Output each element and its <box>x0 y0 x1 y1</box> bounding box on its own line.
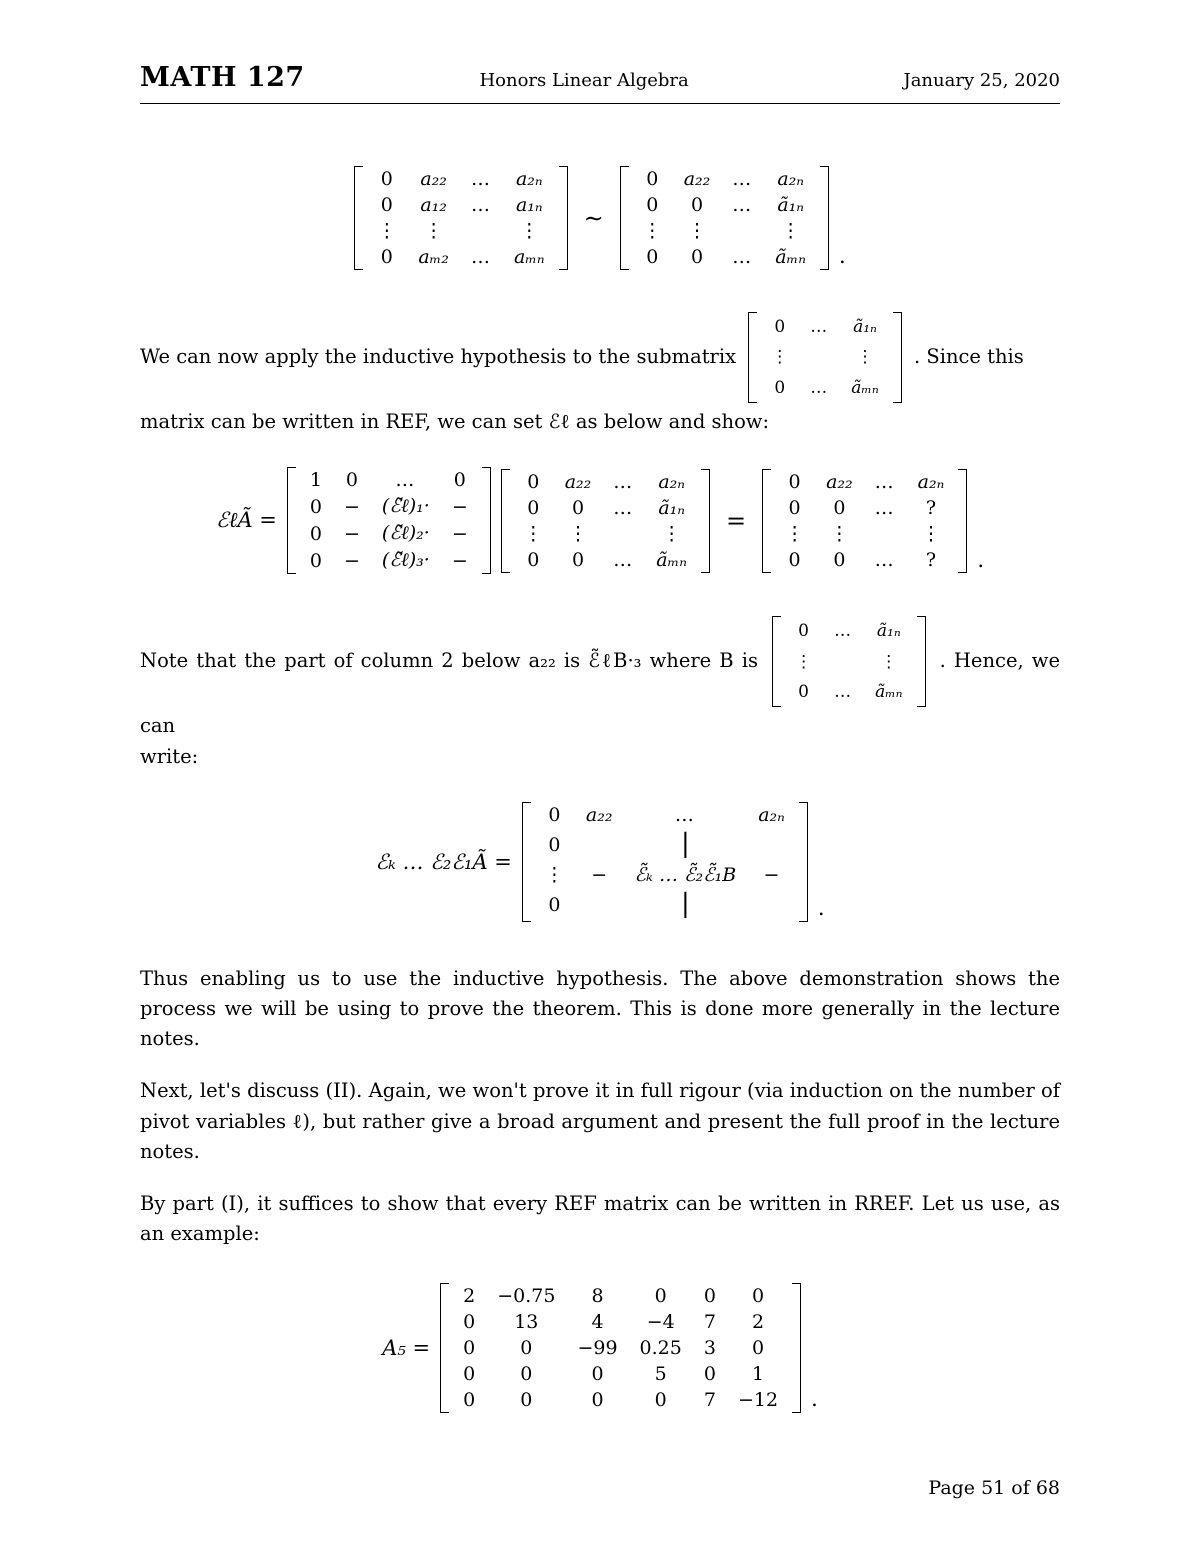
matrix-cell: 0 <box>788 496 801 519</box>
matrix-cell: − <box>451 495 468 518</box>
matrix-bracket <box>620 162 829 274</box>
matrix-cell: a₂ₙ <box>758 803 785 826</box>
matrix-cell <box>575 828 624 862</box>
matrix-cell: 0 <box>520 1337 533 1360</box>
matrix-result-eq2 <box>774 469 955 573</box>
matrix-cell: ⋮ <box>687 220 707 242</box>
page-footer: Page 51 of 68 <box>928 1477 1060 1499</box>
page-header <box>140 62 1060 93</box>
matrix-cell: 0 <box>345 469 358 492</box>
matrix-cell: 0 <box>520 1363 533 1386</box>
matrix-cell: ⋮ <box>781 220 801 242</box>
matrix-cell: … <box>613 548 635 571</box>
matrix-cell: − <box>451 522 468 545</box>
matrix-left-eq1 <box>366 166 555 270</box>
matrix-bracket <box>287 463 491 578</box>
equation-lhs: A₅ = <box>382 1336 431 1361</box>
matrix-cell: −0.75 <box>497 1285 556 1308</box>
matrix-cell: ℰ̃ₖ … ℰ̃₂ℰ̃₁B <box>634 863 737 886</box>
matrix-cell: ã₁ₙ <box>777 194 804 216</box>
matrix-bracket <box>440 1279 801 1417</box>
matrix-cell: 2 <box>463 1285 476 1308</box>
course-title: Honors Linear Algebra <box>479 70 689 91</box>
matrix-cell: 0 <box>453 469 466 492</box>
matrix-cell: 0 <box>309 522 322 545</box>
matrix-A-tilde <box>513 469 698 573</box>
matrix-cell: 0 <box>571 496 585 519</box>
matrix-cell: ãₘₙ <box>656 548 687 571</box>
equation-period: . <box>838 244 846 268</box>
matrix-cell: … <box>874 496 896 519</box>
matrix-cell: 1 <box>309 469 322 492</box>
matrix-cell: 0 <box>646 168 659 190</box>
matrix-cell: … <box>613 470 635 493</box>
equation-row-EA <box>140 463 1060 578</box>
matrix-cell: 7 <box>703 1311 716 1334</box>
matrix-bracket <box>762 465 967 577</box>
matrix-cell: 0 <box>788 548 801 571</box>
paragraph-text: Note that the part of column 2 below a₂₂ is ℰ̃ℓB·₃ where B is <box>140 649 758 673</box>
table-row <box>452 1361 789 1387</box>
matrix-cell: 0 <box>309 549 322 572</box>
paragraph-text-continued: write: <box>140 744 199 768</box>
matrix-cell: 5 <box>654 1363 667 1386</box>
matrix-bracket <box>772 612 925 711</box>
matrix-cell: 0 <box>654 1389 667 1412</box>
matrix-cell: … <box>470 246 492 268</box>
inline-submatrix-a <box>748 308 901 407</box>
paragraph-text-tail: . Since this <box>913 345 1024 369</box>
matrix-cell: a₂ₙ <box>777 168 804 190</box>
matrix-cell: 0 <box>833 548 846 571</box>
matrix-bracket <box>354 162 567 274</box>
matrix-cell: −12 <box>737 1389 779 1412</box>
matrix-cell: ⋮ <box>642 220 662 242</box>
matrix-cell <box>747 828 796 862</box>
matrix-cell <box>721 218 764 244</box>
matrix-cell: 0 <box>654 1285 667 1308</box>
matrix-cell: … <box>834 681 854 702</box>
equation-row-A5 <box>140 1279 1060 1417</box>
matrix-cell: 0 <box>788 470 801 493</box>
matrix-cell <box>575 888 624 922</box>
matrix-cell: … <box>874 548 896 571</box>
matrix-cell: 0 <box>690 194 704 216</box>
matrix-cell: 0 <box>591 1389 604 1412</box>
matrix-cell: 0 <box>463 1363 476 1386</box>
matrix-cell: 0 <box>463 1389 476 1412</box>
matrix-cell: − <box>343 495 360 518</box>
matrix-cell: … <box>613 496 635 519</box>
matrix-bracket <box>748 308 901 407</box>
matrix-cell: … <box>732 194 754 216</box>
matrix-cell: ãₘₙ <box>851 377 879 398</box>
paragraph-text-continued: matrix can be written in REF, we can set ℰℓ as below and show: <box>140 410 770 434</box>
matrix-cell: 0 <box>548 833 561 856</box>
matrix-cell: ⋮ <box>771 347 789 368</box>
matrix-cell: 0 <box>646 194 659 216</box>
course-code: MATH 127 <box>140 62 305 93</box>
matrix-bracket <box>501 465 710 577</box>
matrix-cell: a₂ₙ <box>515 168 543 190</box>
matrix-cell: 0 <box>703 1363 716 1386</box>
matrix-cell: 0 <box>774 377 786 398</box>
matrix-cell: ã₁ₙ <box>853 317 877 337</box>
matrix-cell: a₂₂ <box>683 168 711 190</box>
matrix-cell: ⋮ <box>523 522 543 545</box>
matrix-cell <box>747 888 796 922</box>
matrix-cell: 0 <box>527 496 540 519</box>
matrix-cell: ⋮ <box>921 522 941 545</box>
matrix-cell: ⋮ <box>662 522 682 545</box>
matrix-cell: 0 <box>646 246 659 268</box>
matrix-cell: ⋮ <box>568 522 588 545</box>
matrix-cell: −4 <box>646 1311 675 1334</box>
matrix-cell: ⋮ <box>544 863 564 886</box>
matrix-cell: 13 <box>514 1311 539 1334</box>
equation-lhs: ℰₖ … ℰ₂ℰ₁Ã = <box>375 849 512 874</box>
matrix-cell: 2 <box>751 1311 765 1334</box>
matrix-A5 <box>452 1283 789 1413</box>
matrix-bracket <box>522 798 808 926</box>
table-row <box>452 1335 789 1361</box>
paragraph-column-note <box>140 612 1060 771</box>
matrix-cell: … <box>674 803 696 826</box>
table-row <box>452 1387 789 1413</box>
matrix-cell: 0 <box>463 1337 476 1360</box>
matrix-cell: 0 <box>380 246 393 268</box>
matrix-cell: ⋮ <box>785 522 805 545</box>
matrix-cell: … <box>470 168 492 190</box>
table-row <box>452 1283 789 1309</box>
matrix-cell: 0 <box>591 1363 604 1386</box>
matrix-cell: 0 <box>380 168 393 190</box>
equation-row-equivalence <box>140 162 1060 274</box>
paragraph-thus-enabling: Thus enabling us to use the inductive hypothesis. The above demonstration shows the process we will be using to prove the theorem. This is done more generally in the lecture notes. <box>140 966 1060 1051</box>
matrix-cell: … <box>810 317 830 337</box>
equals-symbol: = <box>725 506 747 535</box>
matrix-cell: | <box>680 829 690 860</box>
matrix-cell: 0 <box>548 803 561 826</box>
matrix-E-elementary <box>299 467 479 574</box>
matrix-cell <box>460 218 503 244</box>
matrix-cell: ⋮ <box>795 651 813 672</box>
matrix-cell: ? <box>925 548 937 571</box>
matrix-cell: 0 <box>751 1285 765 1308</box>
matrix-cell: ⋮ <box>377 220 397 242</box>
matrix-cell: 0 <box>690 246 704 268</box>
paragraph-text-tail: . Hence, we can <box>140 649 1060 738</box>
matrix-cell: 0 <box>571 548 585 571</box>
equation-period: . <box>817 895 825 920</box>
matrix-cell: 8 <box>591 1285 604 1308</box>
matrix-cell: ⋮ <box>829 522 849 545</box>
paragraph-text: We can now apply the inductive hypothesis to the submatrix <box>140 345 737 369</box>
matrix-cell: 0 <box>798 621 809 642</box>
table-row <box>452 1309 789 1335</box>
matrix-cell: − <box>343 549 360 572</box>
matrix-cell: … <box>470 194 492 216</box>
document-date: January 25, 2020 <box>903 70 1060 91</box>
header-divider <box>140 103 1060 104</box>
matrix-cell <box>823 647 864 677</box>
equation-period: . <box>811 1387 818 1412</box>
matrix-cell: 0 <box>463 1311 476 1334</box>
matrix-cell: − <box>763 863 780 886</box>
matrix-submatrix-b <box>784 616 913 707</box>
matrix-cell: (ℰ̃ℓ)₂· <box>381 522 430 545</box>
matrix-cell: … <box>834 621 854 642</box>
matrix-cell: 0.25 <box>639 1337 682 1360</box>
matrix-cell: 0 <box>520 1389 533 1412</box>
matrix-cell: … <box>874 470 896 493</box>
matrix-cell: 0 <box>703 1285 716 1308</box>
equation-period: . <box>977 548 984 573</box>
matrix-cell: a₂₂ <box>585 803 613 826</box>
matrix-cell: 0 <box>774 317 786 337</box>
matrix-cell: … <box>395 469 417 492</box>
matrix-cell: 0 <box>798 681 809 702</box>
matrix-cell: a₁ₙ <box>515 194 543 216</box>
paragraph-next-discuss: Next, let's discuss (II). Again, we won't prove it in full rigour (via induction on the number of pivot variables ℓ), but rather give a broad argument and present the full proof in the lecture notes. <box>140 1079 1060 1163</box>
matrix-cell: 4 <box>591 1311 604 1334</box>
inline-submatrix-b <box>772 612 925 711</box>
equivalence-symbol: ∼ <box>583 204 604 232</box>
matrix-cell: | <box>680 889 690 920</box>
matrix-cell: 1 <box>751 1363 765 1386</box>
paragraph-by-part-one: By part (I), it suffices to show that every REF matrix can be written in RREF. Let us use, as an example: <box>140 1192 1060 1246</box>
matrix-cell: 0 <box>527 548 540 571</box>
matrix-cell: 0 <box>309 495 322 518</box>
matrix-cell: (ℰ̃ℓ)₁· <box>381 495 430 518</box>
matrix-cell: 0 <box>380 194 393 216</box>
matrix-cell <box>864 521 907 547</box>
matrix-cell: − <box>591 863 608 886</box>
matrix-cell: ãₘₙ <box>875 681 903 702</box>
matrix-cell: ⋮ <box>880 651 898 672</box>
matrix-cell: 0 <box>548 893 561 916</box>
matrix-cell: − <box>451 549 468 572</box>
matrix-cell: ãₘₙ <box>775 246 806 268</box>
matrix-right-eq1 <box>632 166 817 270</box>
matrix-cell: … <box>732 168 754 190</box>
matrix-eq3 <box>534 802 796 922</box>
matrix-cell: 0 <box>751 1337 765 1360</box>
matrix-cell: ã₁ₙ <box>658 496 685 519</box>
matrix-cell: 0 <box>833 496 846 519</box>
matrix-cell: a₁₂ <box>420 194 447 216</box>
matrix-cell: a₂₂ <box>564 470 592 493</box>
matrix-cell: ⋮ <box>519 220 539 242</box>
matrix-cell: a₂₂ <box>420 168 447 190</box>
matrix-cell: a₂₂ <box>826 470 853 493</box>
equation-lhs: ℰℓÃ = <box>215 508 277 533</box>
matrix-cell: ? <box>925 496 937 519</box>
matrix-cell: aₘₙ <box>513 246 545 268</box>
matrix-cell: … <box>810 377 830 398</box>
matrix-cell: … <box>732 246 754 268</box>
matrix-cell <box>602 521 645 547</box>
matrix-cell: (ℰ̃ℓ)₃· <box>381 549 430 572</box>
matrix-cell: − <box>343 522 360 545</box>
matrix-cell: ⋮ <box>424 220 444 242</box>
matrix-cell: 0 <box>527 470 540 493</box>
matrix-cell: 3 <box>703 1337 716 1360</box>
matrix-cell: aₘ₂ <box>418 246 449 268</box>
matrix-cell: a₂ₙ <box>917 470 945 493</box>
matrix-cell: a₂ₙ <box>658 470 685 493</box>
matrix-cell: −99 <box>577 1337 618 1360</box>
matrix-cell: 7 <box>703 1389 716 1412</box>
matrix-cell: ã₁ₙ <box>876 621 901 642</box>
equation-row-product <box>140 798 1060 926</box>
matrix-cell: ⋮ <box>856 347 874 368</box>
paragraph-inductive-hypothesis <box>140 308 1060 437</box>
matrix-cell <box>799 342 840 372</box>
matrix-submatrix-a <box>760 312 889 403</box>
